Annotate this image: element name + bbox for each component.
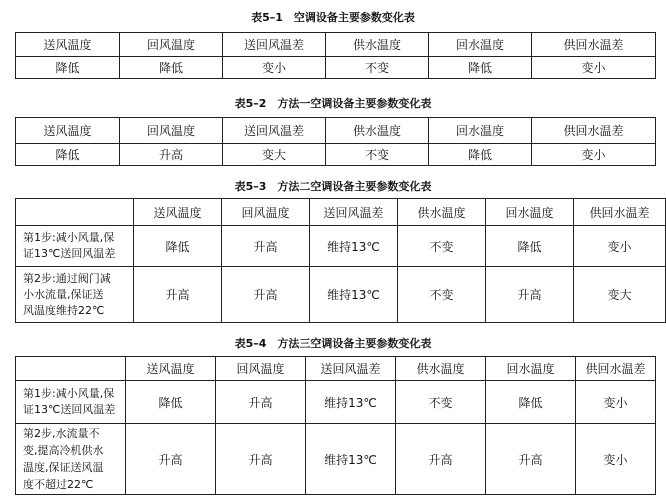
table3-cell: 升高 [486, 267, 574, 323]
table3-cell: 降低 [134, 226, 222, 267]
table4-header-cell: 回风温度 [216, 357, 306, 381]
table1-cell: 变小 [223, 57, 326, 79]
table1-cell: 不变 [326, 57, 429, 79]
step-line: 变,提高冷机供水 [23, 444, 104, 457]
table2-cell: 降低 [429, 144, 532, 166]
table3-header-cell: 送风温度 [134, 199, 222, 226]
table2-header-cell: 供水温度 [326, 118, 429, 144]
table4-step-cell [16, 424, 126, 495]
table2-header-cell: 回水温度 [429, 118, 532, 144]
table3-cell: 变大 [574, 267, 666, 323]
table4-row [16, 381, 656, 424]
table4-header-cell: 供回水温差 [576, 357, 656, 381]
table2-header-cell: 送风温度 [16, 118, 120, 144]
table3-cell: 变小 [574, 226, 666, 267]
table4-cell: 升高 [216, 424, 306, 495]
table1-header-cell: 送回风温差 [223, 33, 326, 57]
table2-header-cell: 供回水温差 [532, 118, 656, 144]
step-line: 小水流量,保证送 [23, 287, 104, 301]
table3-row [16, 226, 666, 267]
step-line: 第1步:减小风量,保 [23, 231, 115, 244]
table4-caption: 表5–4 方法三空调设备主要参数变化表 [234, 337, 432, 350]
table3-cell: 升高 [222, 267, 310, 323]
table3-caption: 表5–3 方法二空调设备主要参数变化表 [234, 180, 432, 193]
table4-cell: 升高 [486, 424, 576, 495]
table1-row [16, 57, 656, 79]
table2-cell: 升高 [120, 144, 223, 166]
table3-cell: 不变 [398, 226, 486, 267]
table1 [15, 32, 656, 79]
table4-cell: 升高 [126, 424, 216, 495]
table4-row [16, 424, 656, 495]
table3-header-cell [16, 199, 134, 226]
table3-cell: 升高 [134, 267, 222, 323]
table3-cell: 维持13℃ [310, 267, 398, 323]
table4-cell: 降低 [126, 381, 216, 424]
table1-header-cell: 送风温度 [16, 33, 120, 57]
table3-header-cell: 供水温度 [398, 199, 486, 226]
step-line: 证13℃送回风温差 [23, 247, 116, 260]
table2 [15, 117, 656, 166]
table4-cell: 变小 [576, 381, 656, 424]
table3-cell: 不变 [398, 267, 486, 323]
table1-header-row [16, 33, 656, 57]
table4-header-cell: 供水温度 [396, 357, 486, 381]
table3-cell: 维持13℃ [310, 226, 398, 267]
step-line: 风温度维持22℃ [23, 303, 105, 317]
table3-step-cell [16, 226, 134, 267]
table1-header-cell: 供回水温差 [532, 33, 656, 57]
step-line: 第2步:通过阀门减 [23, 271, 111, 285]
table3-header-row [16, 199, 666, 226]
table1-header-cell: 回水温度 [429, 33, 532, 57]
table1-header-cell: 供水温度 [326, 33, 429, 57]
step-line: 第2步,水流量不 [23, 427, 100, 440]
table3-header-cell: 送回风温差 [310, 199, 398, 226]
table4-cell: 维持13℃ [306, 424, 396, 495]
table4-header-row [16, 357, 656, 381]
table4-cell: 变小 [576, 424, 656, 495]
table4-header-cell: 送风温度 [126, 357, 216, 381]
table3-header-cell: 回水温度 [486, 199, 574, 226]
table2-row [16, 144, 656, 166]
table2-caption: 表5–2 方法一空调设备主要参数变化表 [234, 97, 432, 110]
table4-step-cell [16, 381, 126, 424]
table1-header-cell: 回风温度 [120, 33, 223, 57]
table4-header-cell [16, 357, 126, 381]
table3-header-cell: 供回水温差 [574, 199, 666, 226]
table3-cell: 升高 [222, 226, 310, 267]
table1-cell: 降低 [16, 57, 120, 79]
step-line: 温度,保证送风温 [23, 461, 104, 474]
table1-cell: 降低 [120, 57, 223, 79]
table3-cell: 降低 [486, 226, 574, 267]
step-line: 证13℃送回风温差 [23, 403, 116, 416]
table4-cell: 维持13℃ [306, 381, 396, 424]
step-line: 第1步:减小风量,保 [23, 387, 115, 400]
table4-cell: 降低 [486, 381, 576, 424]
table2-cell: 变大 [223, 144, 326, 166]
table2-header-row [16, 118, 656, 144]
table3-step-cell [16, 267, 134, 323]
table3-header-cell: 回风温度 [222, 199, 310, 226]
table4 [15, 356, 656, 495]
table2-header-cell: 回风温度 [120, 118, 223, 144]
step-line: 度不超过22℃ [23, 478, 94, 491]
table2-cell: 不变 [326, 144, 429, 166]
table2-cell: 降低 [16, 144, 120, 166]
table4-cell: 升高 [216, 381, 306, 424]
table3 [15, 198, 666, 323]
table4-cell: 升高 [396, 424, 486, 495]
table4-cell: 不变 [396, 381, 486, 424]
table1-caption: 表5–1 空调设备主要参数变化表 [251, 11, 415, 24]
table4-header-cell: 回水温度 [486, 357, 576, 381]
table2-header-cell: 送回风温差 [223, 118, 326, 144]
table1-cell: 降低 [429, 57, 532, 79]
table1-cell: 变小 [532, 57, 656, 79]
table2-cell: 变小 [532, 144, 656, 166]
table3-row [16, 267, 666, 323]
table4-header-cell: 送回风温差 [306, 357, 396, 381]
